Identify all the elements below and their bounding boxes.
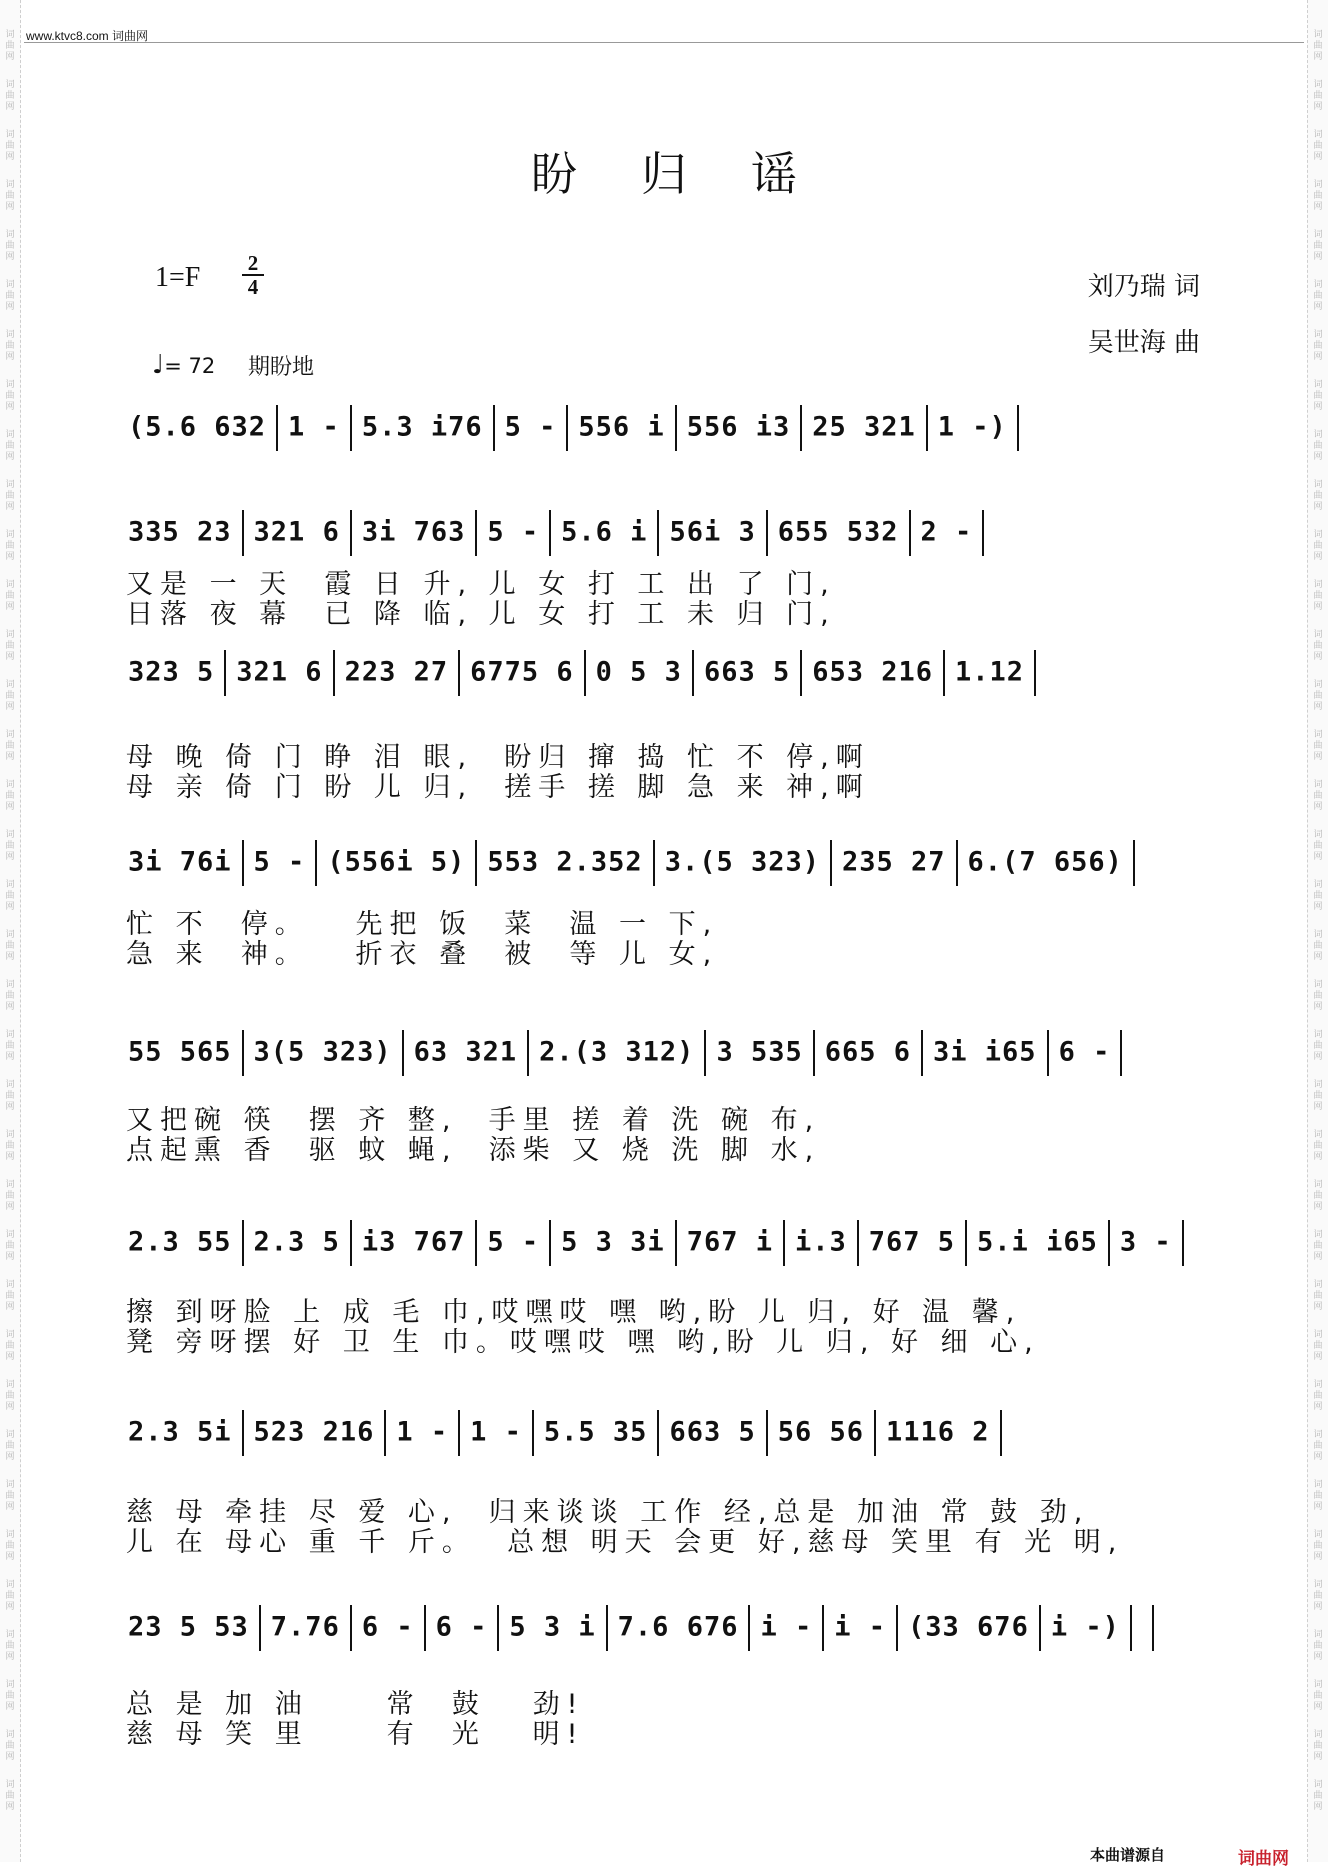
bar-line: [458, 1410, 460, 1456]
watermark-text: 词 曲 网: [5, 1280, 15, 1312]
bar-line: [909, 510, 911, 556]
bar-line: [921, 1030, 923, 1076]
measure: 767 5: [868, 1226, 956, 1258]
bar-line: [402, 1030, 404, 1076]
watermark-text: 词 曲 网: [5, 1580, 15, 1612]
watermark-text: 词 曲 网: [1313, 830, 1323, 862]
lyric-line: 慈 母 笑 里 有 光 明!: [126, 1719, 585, 1750]
watermark-text: 词 曲 网: [1313, 230, 1323, 262]
watermark-text: 词 曲 网: [5, 480, 15, 512]
measure: 335 23: [128, 516, 232, 548]
bar-line: [350, 405, 352, 451]
lyric-line: 儿 在 母心 重 千 斤。 总想 明天 会更 好,慈母 笑里 有 光 明,: [126, 1527, 1124, 1558]
lyric-line: 又是 一 天 霞 日 升, 儿 女 打 工 出 了 门,: [126, 569, 836, 600]
bar-line: [384, 1410, 386, 1456]
measure: 63 321: [413, 1036, 518, 1068]
measure: 323 5: [128, 656, 215, 688]
watermark-text: 词 曲 网: [1313, 730, 1323, 762]
watermark-text: 词 曲 网: [1313, 1130, 1323, 1162]
measure: 6.(7 656): [967, 846, 1123, 878]
watermark-text: 词 曲 网: [5, 830, 15, 862]
measure: 321 6: [236, 656, 323, 688]
watermark-text: 词 曲 网: [1313, 630, 1323, 662]
measure: 5.i i65: [977, 1226, 1098, 1258]
watermark-text: 词 曲 网: [5, 530, 15, 562]
bar-line: [532, 1410, 534, 1456]
bar-line: [1000, 1410, 1002, 1456]
notation-line: [128, 510, 994, 556]
measure: i -: [834, 1611, 887, 1643]
watermark-text: 词 曲 网: [1313, 180, 1323, 212]
measure: 2.3 55: [128, 1226, 232, 1258]
measure: 3 -: [1119, 1226, 1172, 1258]
bar-line: [1034, 650, 1036, 696]
watermark-text: 词 曲 网: [5, 1730, 15, 1762]
time-signature-top: 2: [242, 252, 264, 276]
measure: 3i 76i: [128, 846, 232, 878]
bar-line: [497, 1605, 499, 1651]
bar-line: [1039, 1605, 1041, 1651]
watermark-text: 词 曲 网: [5, 280, 15, 312]
measure: 5 3 3i: [561, 1226, 665, 1258]
measure: 56 56: [777, 1416, 865, 1448]
measure: 5 -: [504, 411, 557, 443]
bar-line: [896, 1605, 898, 1651]
watermark-text: 词 曲 网: [1313, 1330, 1323, 1362]
time-signature: [242, 252, 264, 298]
watermark-text: 词 曲 网: [1313, 930, 1323, 962]
measure: 0 5 3: [595, 656, 682, 688]
measure: 553 2.352: [487, 846, 643, 878]
measure: 663 5: [669, 1416, 756, 1448]
bar-line: [1182, 1220, 1184, 1266]
watermark-text: 词 曲 网: [5, 1430, 15, 1462]
bar-line: [965, 1220, 967, 1266]
bar-line: [242, 1030, 244, 1076]
watermark-text: 词 曲 网: [1313, 80, 1323, 112]
notation-line: [128, 1605, 1164, 1651]
measure: 6 -: [435, 1611, 488, 1643]
watermark-text: 词 曲 网: [5, 1080, 15, 1112]
measure: 56i 3: [669, 516, 756, 548]
watermark-text: 词 曲 网: [5, 1330, 15, 1362]
bar-line: [549, 510, 551, 556]
footer-source-label: 本曲谱源自: [1090, 1846, 1166, 1864]
watermark-text: 词 曲 网: [1313, 530, 1323, 562]
watermark-text: 词 曲 网: [1313, 1280, 1323, 1312]
watermark-text: 词 曲 网: [1313, 1380, 1323, 1412]
watermark-text: 词 曲 网: [1313, 1480, 1323, 1512]
measure: 3 535: [716, 1036, 803, 1068]
notation-line: [128, 1410, 1012, 1456]
watermark-text: 词 曲 网: [1313, 1730, 1323, 1762]
measure: 6 -: [361, 1611, 414, 1643]
watermark-text: 词 曲 网: [5, 380, 15, 412]
lyric-line: 母 亲 倚 门 盼 儿 归, 搓手 搓 脚 急 来 神,啊: [126, 772, 870, 803]
measure: 3i i65: [933, 1036, 1037, 1068]
measure: 665 6: [824, 1036, 912, 1068]
watermark-text: 词 曲 网: [5, 1530, 15, 1562]
bar-line: [982, 510, 984, 556]
watermark-text: 词 曲 网: [1313, 130, 1323, 162]
bar-line: [675, 405, 677, 451]
lyric-line: 点起熏 香 驱 蚊 蝇, 添柴 又 烧 洗 脚 水,: [126, 1135, 821, 1166]
measure: 7.6 676: [617, 1611, 739, 1643]
lyric-line: 擦 到呀脸 上 成 毛 巾,哎嘿哎 嘿 哟,盼 儿 归, 好 温 馨,: [126, 1297, 1022, 1328]
bar-line: [857, 1220, 859, 1266]
bar-line: [874, 1410, 876, 1456]
measure: 663 5: [703, 656, 791, 688]
bar-line: [943, 650, 945, 696]
measure: 6 -: [1058, 1036, 1111, 1068]
measure: 653 216: [812, 656, 934, 688]
watermark-text: 词 曲 网: [5, 980, 15, 1012]
watermark-text: 词 曲 网: [5, 1130, 15, 1162]
measure: 5.3 i76: [361, 411, 483, 443]
watermark-text: 词 曲 网: [5, 230, 15, 262]
measure: 2.3 5: [253, 1226, 340, 1258]
bar-line: [692, 650, 694, 696]
watermark-text: 词 曲 网: [1313, 1180, 1323, 1212]
notation-line: [128, 1030, 1132, 1076]
watermark-text: 词 曲 网: [1313, 780, 1323, 812]
measure: 655 532: [777, 516, 899, 548]
measure: 1.12: [955, 656, 1025, 688]
watermark-text: 词 曲 网: [5, 1380, 15, 1412]
bar-line: [259, 1605, 261, 1651]
watermark-text: 词 曲 网: [1313, 480, 1323, 512]
bar-line: [1047, 1030, 1049, 1076]
bar-line: [333, 650, 335, 696]
watermark-text: 词 曲 网: [1313, 380, 1323, 412]
bar-line: [800, 650, 802, 696]
header-divider: [24, 42, 1304, 43]
lyric-line: 慈 母 牵挂 尽 爱 心, 归来谈谈 工作 经,总是 加油 常 鼓 劲,: [126, 1497, 1090, 1528]
bar-line: [350, 1220, 352, 1266]
measure: 556 i: [578, 411, 665, 443]
bar-line: [926, 405, 928, 451]
watermark-text: 词 曲 网: [1313, 680, 1323, 712]
measure: 55 565: [128, 1036, 232, 1068]
watermark-text: 词 曲 网: [5, 630, 15, 662]
measure: 556 i3: [686, 411, 791, 443]
watermark-text: 词 曲 网: [5, 880, 15, 912]
watermark-text: 词 曲 网: [1313, 1680, 1323, 1712]
bar-line: [242, 840, 244, 886]
watermark-text: 词 曲 网: [1313, 1430, 1323, 1462]
footer-site-logo: 词曲网: [1238, 1849, 1289, 1869]
watermark-text: 词 曲 网: [5, 1680, 15, 1712]
watermark-text: 词 曲 网: [5, 1180, 15, 1212]
key-signature: 1=F: [155, 262, 201, 293]
bar-line: [1017, 405, 1019, 451]
measure: 2.(3 312): [539, 1036, 695, 1068]
bar-line: [657, 1410, 659, 1456]
watermark-text: 词 曲 网: [5, 1780, 15, 1812]
watermark-text: 词 曲 网: [5, 1230, 15, 1262]
bar-line: [350, 1605, 352, 1651]
watermark-text: 词 曲 网: [5, 780, 15, 812]
bar-line: [276, 405, 278, 451]
measure: 23 5 53: [128, 1611, 249, 1643]
measure: 1 -: [396, 1416, 449, 1448]
watermark-text: 词 曲 网: [1313, 330, 1323, 362]
measure: i -): [1050, 1611, 1120, 1643]
bar-line: [822, 1605, 824, 1651]
notation-line: [128, 650, 1046, 696]
watermark-text: 词 曲 网: [1313, 880, 1323, 912]
watermark-text: 词 曲 网: [1313, 1030, 1323, 1062]
watermark-text: 词 曲 网: [5, 730, 15, 762]
bar-line: [350, 510, 352, 556]
measure: 5 -: [487, 516, 540, 548]
measure: 767 i: [686, 1226, 773, 1258]
watermark-text: 词 曲 网: [1313, 1780, 1323, 1812]
bar-line: [475, 1220, 477, 1266]
bar-line: [1152, 1605, 1154, 1651]
bar-line: [800, 405, 802, 451]
bar-line: [458, 650, 460, 696]
bar-line: [606, 1605, 608, 1651]
measure: 3.(5 323): [664, 846, 820, 878]
watermark-text: 词 曲 网: [5, 180, 15, 212]
watermark-text: 词 曲 网: [5, 1630, 15, 1662]
watermark-text: 词 曲 网: [5, 580, 15, 612]
watermark-text: 词 曲 网: [1313, 30, 1323, 62]
site-url: www.ktvc8.com 词曲网: [26, 29, 149, 43]
notation-line: [128, 1220, 1194, 1266]
measure: (33 676: [908, 1611, 1029, 1643]
watermark-text: 词 曲 网: [1313, 1630, 1323, 1662]
bar-line: [424, 1605, 426, 1651]
measure: 2 -: [920, 516, 973, 548]
tempo-marking: [152, 350, 215, 380]
lyric-line: 凳 旁呀摆 好 卫 生 巾。哎嘿哎 嘿 哟,盼 儿 归, 好 细 心,: [126, 1327, 1040, 1358]
lyric-line: 又把碗 筷 摆 齐 整, 手里 搓 着 洗 碗 布,: [126, 1105, 821, 1136]
bar-line: [475, 510, 477, 556]
measure: 25 321: [812, 411, 916, 443]
watermark-text: 词 曲 网: [1313, 980, 1323, 1012]
measure: 2.3 5i: [128, 1416, 232, 1448]
measure: 3i 763: [361, 516, 466, 548]
bar-line: [584, 650, 586, 696]
song-title: 盼归谣: [531, 147, 861, 201]
watermark-text: 词 曲 网: [5, 80, 15, 112]
bar-line: [527, 1030, 529, 1076]
bar-line: [1120, 1030, 1122, 1076]
lyric-line: 母 晚 倚 门 睁 泪 眼, 盼归 撺 捣 忙 不 停,啊: [126, 742, 870, 773]
measure: 5 3 i: [509, 1611, 596, 1643]
bar-line: [704, 1030, 706, 1076]
watermark-text: 词 曲 网: [5, 30, 15, 62]
left-margin-watermark-strip: [0, 0, 21, 1862]
bar-line: [1108, 1220, 1110, 1266]
bar-line: [653, 840, 655, 886]
watermark-text: 词 曲 网: [1313, 1580, 1323, 1612]
measure: i3 767: [361, 1226, 466, 1258]
measure: 523 216: [253, 1416, 375, 1448]
bar-line: [830, 840, 832, 886]
bar-line: [766, 510, 768, 556]
bar-line: [748, 1605, 750, 1651]
watermark-text: 词 曲 网: [5, 130, 15, 162]
watermark-text: 词 曲 网: [1313, 1230, 1323, 1262]
composer-credit: 吴世海 曲: [1087, 328, 1200, 358]
bar-line: [242, 510, 244, 556]
bar-line: [813, 1030, 815, 1076]
notation-line: [128, 840, 1145, 886]
bar-line: [493, 405, 495, 451]
measure: i.3: [794, 1226, 847, 1258]
watermark-text: 词 曲 网: [1313, 430, 1323, 462]
bar-line: [549, 1220, 551, 1266]
measure: 1 -: [470, 1416, 522, 1448]
watermark-text: 词 曲 网: [5, 330, 15, 362]
quarter-note-icon: ♩: [152, 350, 165, 380]
measure: 5.6 i: [561, 516, 648, 548]
measure: 3(5 323): [253, 1036, 392, 1068]
measure: 1116 2: [886, 1416, 990, 1448]
measure: 321 6: [253, 516, 340, 548]
expression-marking: 期盼地: [248, 355, 315, 380]
measure: 223 27: [344, 656, 449, 688]
lyric-line: 忙 不 停。 先把 饭 菜 温 一 下,: [126, 909, 719, 940]
watermark-text: 词 曲 网: [5, 930, 15, 962]
measure: 235 27: [842, 846, 946, 878]
watermark-text: 词 曲 网: [5, 430, 15, 462]
bar-line: [242, 1410, 244, 1456]
bar-line: [315, 840, 317, 886]
measure: 1 -): [937, 411, 1007, 443]
bar-line: [783, 1220, 785, 1266]
bar-line: [566, 405, 568, 451]
bar-line: [766, 1410, 768, 1456]
tempo-value: = 72: [164, 354, 216, 378]
bar-line: [242, 1220, 244, 1266]
watermark-text: 词 曲 网: [1313, 1530, 1323, 1562]
bar-line: [1133, 840, 1135, 886]
watermark-text: 词 曲 网: [5, 1030, 15, 1062]
bar-line: [224, 650, 226, 696]
measure: 5.5 35: [543, 1416, 648, 1448]
measure: 6775 6: [470, 656, 574, 688]
lyricist-credit: 刘乃瑞 词: [1087, 272, 1200, 302]
measure: 1 -: [288, 411, 340, 443]
lyric-line: 日落 夜 幕 已 降 临, 儿 女 打 工 未 归 门,: [126, 599, 836, 630]
watermark-text: 词 曲 网: [5, 680, 15, 712]
measure: (556i 5): [327, 846, 466, 878]
bar-line: [1130, 1605, 1132, 1651]
measure: (5.6 632: [128, 411, 267, 443]
watermark-text: 词 曲 网: [1313, 1080, 1323, 1112]
notation-line: [128, 405, 1029, 451]
measure: 5 -: [253, 846, 306, 878]
measure: 7.76: [270, 1611, 340, 1643]
measure: 5 -: [487, 1226, 540, 1258]
bar-line: [675, 1220, 677, 1266]
watermark-text: 词 曲 网: [1313, 580, 1323, 612]
bar-line: [657, 510, 659, 556]
lyric-line: 总 是 加 油 常 鼓 劲!: [126, 1689, 585, 1720]
time-signature-bottom: 4: [247, 275, 259, 299]
watermark-text: 词 曲 网: [5, 1480, 15, 1512]
lyric-line: 急 来 神。 折衣 叠 被 等 儿 女,: [126, 939, 719, 970]
bar-line: [956, 840, 958, 886]
measure: i -: [760, 1611, 813, 1643]
watermark-text: 词 曲 网: [1313, 280, 1323, 312]
bar-line: [475, 840, 477, 886]
right-margin-watermark-strip: [1307, 0, 1328, 1862]
